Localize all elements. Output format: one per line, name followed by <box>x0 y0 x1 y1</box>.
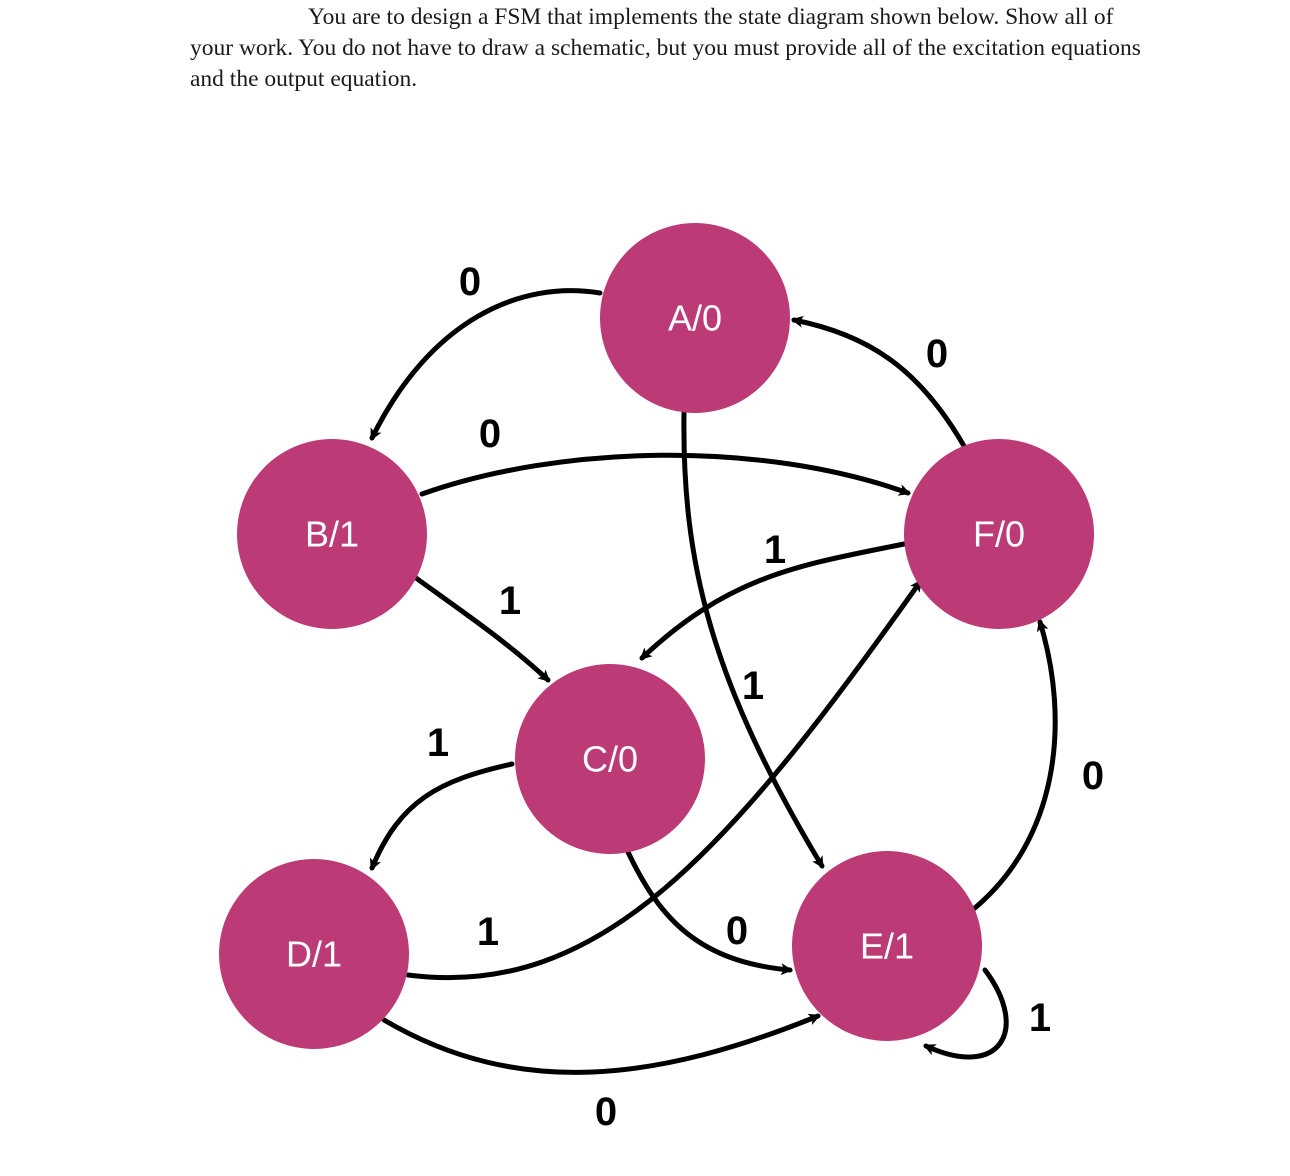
transition-label-f-to-c: 1 <box>763 528 787 572</box>
transition-label-f-to-a: 0 <box>925 332 949 376</box>
transition-label-c-to-d: 1 <box>426 721 450 765</box>
transition-label-d-to-e: 0 <box>594 1090 618 1134</box>
transition-c-to-e <box>628 852 790 970</box>
transition-c-to-d <box>372 764 512 868</box>
state-b <box>237 439 427 629</box>
transition-d-to-e <box>384 1016 818 1072</box>
state-label-c: C/0 <box>581 738 639 780</box>
transition-b-to-f <box>422 455 908 494</box>
transition-label-a-to-b: 0 <box>458 260 482 304</box>
state-e <box>792 851 982 1041</box>
state-label-b: B/1 <box>304 513 360 555</box>
state-label-d: D/1 <box>285 933 343 975</box>
transition-label-b-to-f: 0 <box>478 412 502 456</box>
transition-label-c-to-e: 0 <box>725 909 749 953</box>
state-label-a: A/0 <box>667 297 723 339</box>
state-f <box>904 439 1094 629</box>
transition-b-to-c <box>416 578 548 680</box>
state-d <box>219 859 409 1049</box>
transition-label-e-to-e: 1 <box>1028 996 1052 1040</box>
states-layer <box>219 223 1094 1049</box>
transition-label-a-to-e: 1 <box>741 664 765 708</box>
transition-label-e-to-f: 0 <box>1081 754 1105 798</box>
transition-label-b-to-c: 1 <box>498 579 522 623</box>
problem-statement: You are to design a FSM that implements the state diagram shown below. Show all of your work. You do not have to draw a schematic, but you must provide all of the excitation equations and the output equation. <box>190 4 1141 92</box>
transition-e-to-f <box>970 622 1055 912</box>
state-c <box>515 664 705 854</box>
state-label-e: E/1 <box>859 925 915 967</box>
transition-label-d-to-f: 1 <box>476 910 500 954</box>
state-a <box>600 223 790 413</box>
state-label-f: F/0 <box>972 513 1026 555</box>
